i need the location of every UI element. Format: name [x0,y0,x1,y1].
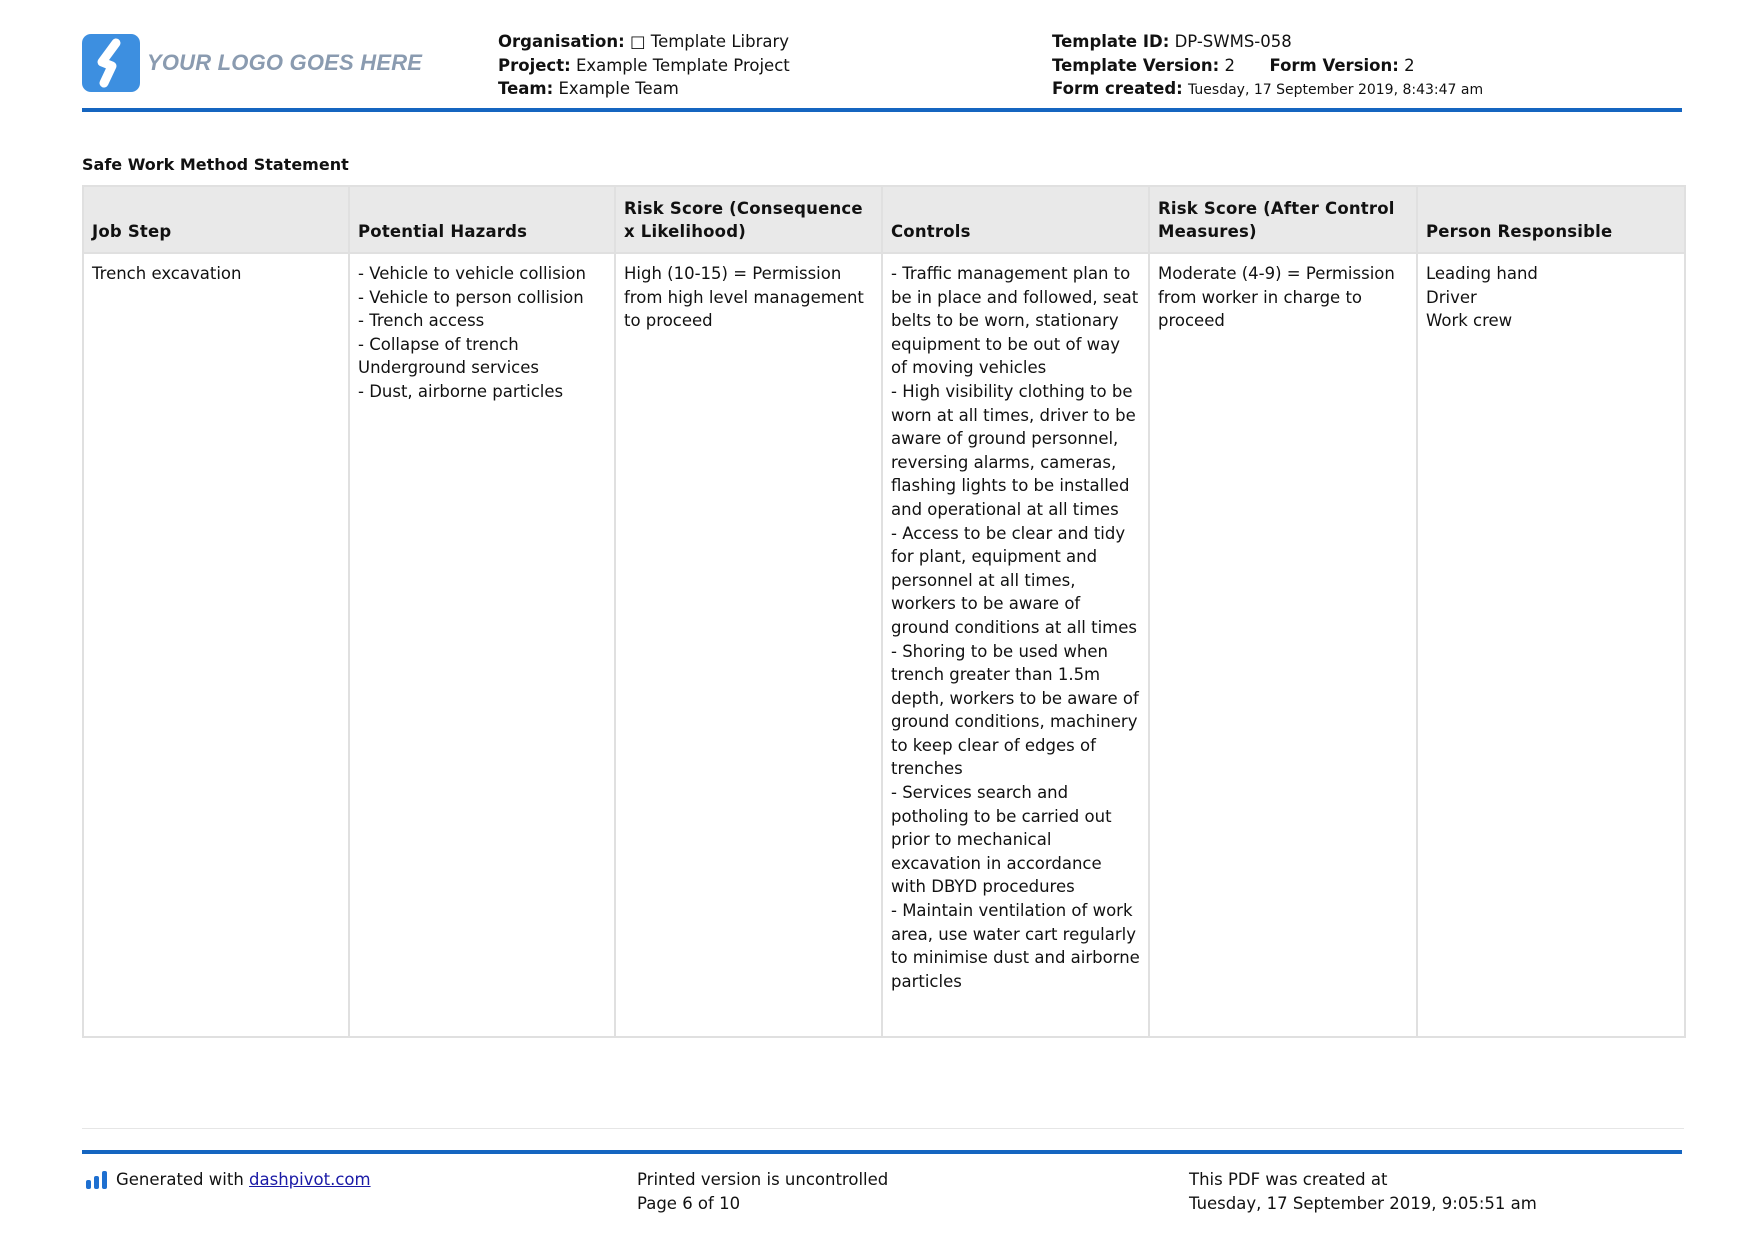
organisation-meta [498,30,790,101]
form-version-value: 2 [1404,55,1415,75]
control-item: - High visibility clothing to be worn at all times, driver to be aware of ground personnel, reversing alarms, cameras, flashing lights to be installed and operational at all times [891,381,1136,519]
header-divider [82,108,1682,112]
template-id-value: DP-SWMS-058 [1174,32,1292,51]
template-meta [1052,30,1483,103]
form-created-label: Form created: [1052,79,1183,98]
organisation-line [498,30,790,54]
version-line [1052,54,1483,78]
form-created-value: Tuesday, 17 September 2019, 8:43:47 am [1188,82,1484,98]
template-version-label: Template Version: [1052,55,1220,75]
template-id-line [1052,30,1483,54]
control-item: - Access to be clear and tidy for plant, equipment and personnel at all times, workers to be aware of ground conditions at all times [891,523,1137,637]
team-value: Example Team [558,79,679,98]
hazard-line: - Dust, airborne particles [358,381,564,401]
logo-text: YOUR LOGO GOES HERE [147,50,423,75]
cell-job-step [83,253,349,1037]
generated-with [86,1168,371,1192]
footer-thin-divider [82,1128,1684,1129]
team-label: Team: [498,79,554,98]
project-line [498,54,790,78]
column-header-controls: Controls [882,186,1149,253]
dashpivot-icon [86,1171,107,1189]
column-header-job-step: Job Step [83,186,349,253]
pdf-created-label: This PDF was created at [1189,1170,1388,1189]
job-step-text: Trench excavation [92,264,242,283]
generated-prefix: Generated with [116,1170,244,1189]
control-item: - Shoring to be used when trench greater than 1.5m depth, workers to be aware of ground conditions, machinery to keep clear of edges of trenches [891,641,1139,779]
hazard-line: Underground services [358,358,539,378]
cell-risk-score-after [1149,253,1417,1037]
pdf-created-info [1189,1168,1537,1216]
cell-potential-hazards [349,253,615,1037]
risk-score-text: High (10-15) = Permission from high level management to proceed [624,264,864,331]
team-line [498,77,790,101]
project-value: Example Template Project [575,55,790,75]
cell-risk-score [615,253,882,1037]
section-title: Safe Work Method Statement [82,155,349,174]
risk-score-after-text: Moderate (4-9) = Permission from worker in charge to proceed [1158,264,1395,331]
hazard-line: - Trench access [358,311,485,331]
swms-table [82,185,1686,1038]
organisation-value: Template Library [650,32,790,51]
cell-controls [882,253,1149,1037]
document-header [82,28,1682,112]
hazard-line: - Vehicle to vehicle collision [358,264,586,283]
building-icon: □ [629,32,646,51]
column-header-risk-score-after: Risk Score (After Control Measures) [1149,186,1417,253]
project-label: Project: [498,55,571,75]
hazard-line: - Collapse of trench [358,334,519,354]
logo [82,34,422,92]
column-header-person-responsible: Person Responsible [1417,186,1685,253]
table-header-row [83,186,1685,253]
print-info [637,1168,888,1216]
template-id-label: Template ID: [1052,32,1170,51]
control-item: - Traffic management plan to be in place and followed, seat belts to be worn, stationary equipment to be out of way of moving vehicles [891,264,1139,378]
person-line: Leading hand [1426,264,1538,283]
logo-icon [82,34,140,92]
person-line: Work crew [1426,311,1513,331]
pdf-created-value: Tuesday, 17 September 2019, 9:05:51 am [1189,1194,1537,1213]
column-header-risk-score: Risk Score (Consequence x Likelihood) [615,186,882,253]
dashpivot-link[interactable]: dashpivot.com [249,1170,371,1189]
printed-notice: Printed version is uncontrolled [637,1170,889,1189]
cell-person-responsible [1417,253,1685,1037]
person-line: Driver [1426,287,1477,307]
control-item: - Services search and potholing to be carried out prior to mechanical excavation in accordance with DBYD procedures [891,783,1112,897]
form-created-line [1052,77,1483,103]
table-row [83,253,1685,1037]
hazard-line: - Vehicle to person collision [358,287,584,307]
control-item: - Maintain ventilation of work area, use water cart regularly to minimise dust and airborne particles [891,901,1140,991]
footer-divider [82,1150,1682,1154]
form-version-label: Form Version: [1269,55,1399,75]
page-info: Page 6 of 10 [637,1194,741,1213]
column-header-potential-hazards: Potential Hazards [349,186,615,253]
template-version-value: 2 [1224,55,1235,75]
organisation-label: Organisation: [498,32,625,51]
